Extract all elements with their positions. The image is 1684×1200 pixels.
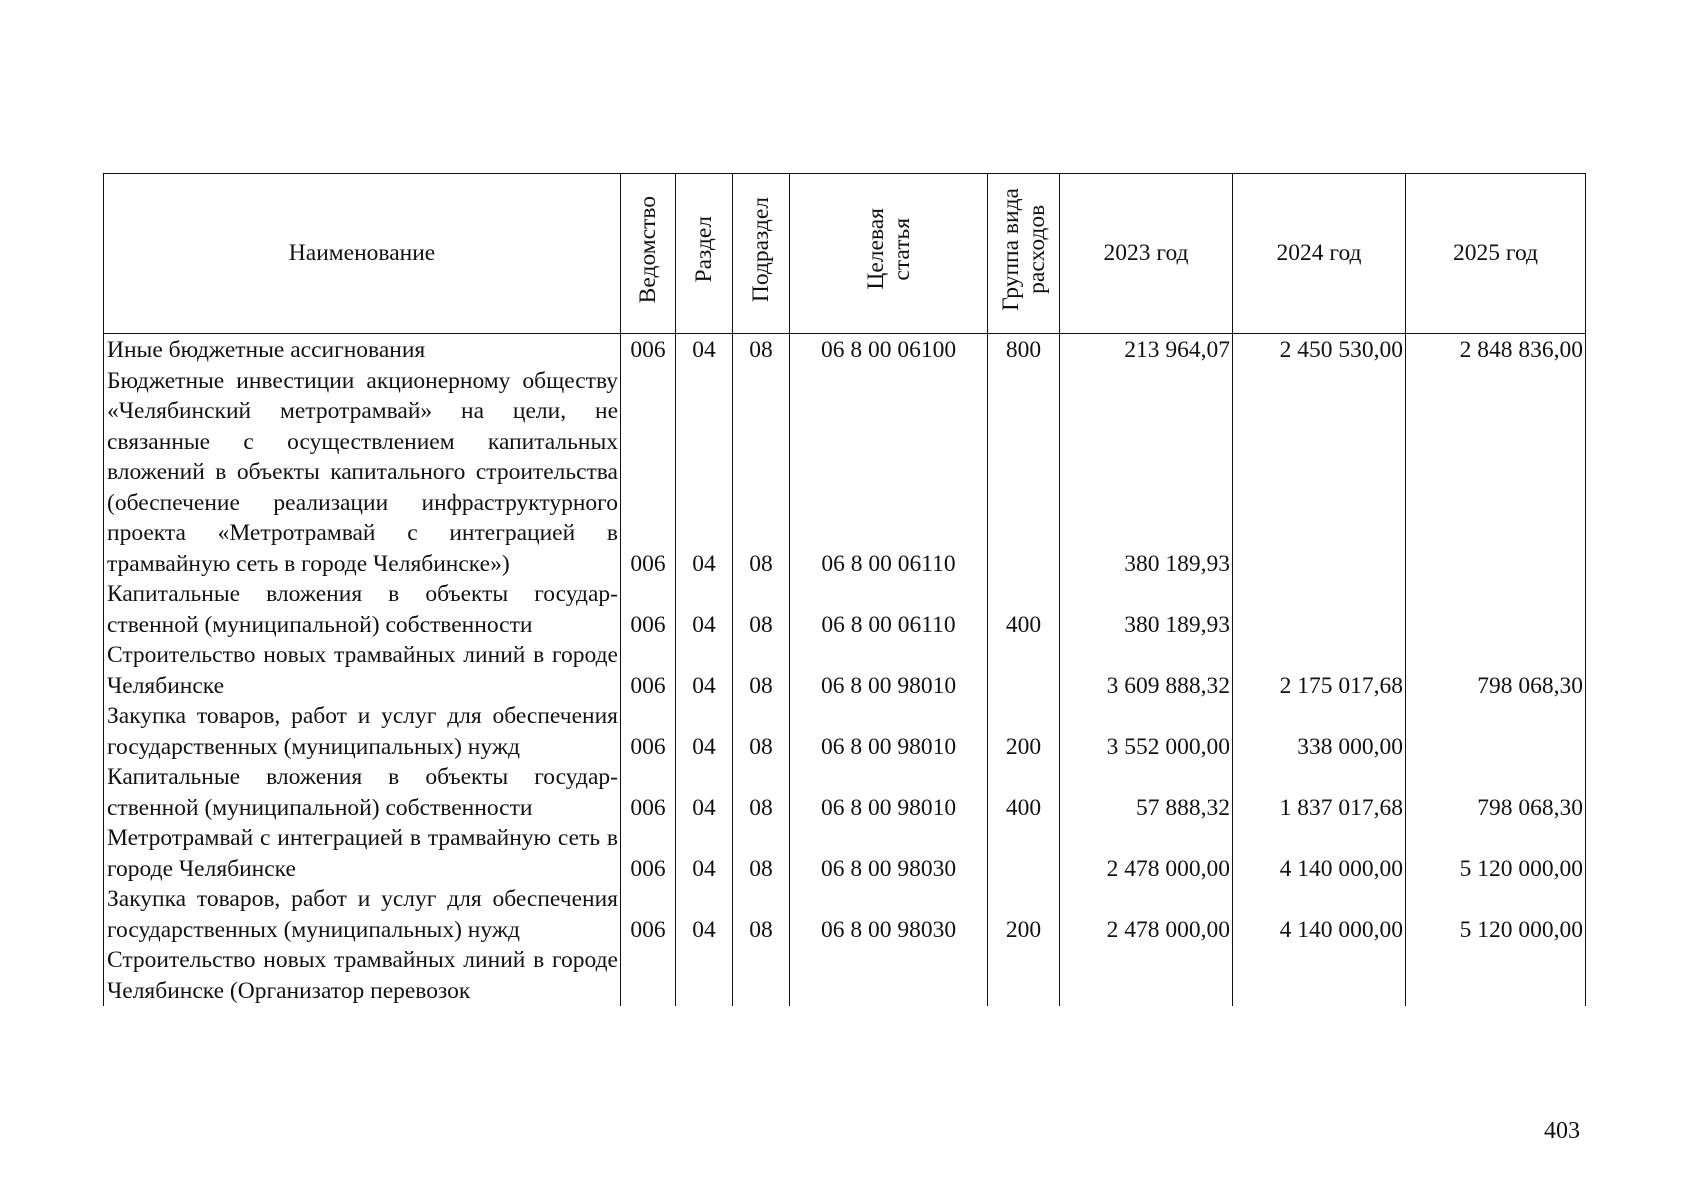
- row-gruppa-cell: [988, 823, 1060, 884]
- row-amount-2025-cell: 2 848 836,00: [1406, 334, 1586, 366]
- row-vedomstvo-cell: 006: [621, 366, 676, 580]
- table-row: [104, 701, 1586, 762]
- row-razdel-cell: 04: [676, 884, 733, 945]
- row-vedomstvo-cell: 006: [621, 640, 676, 701]
- row-amount-2025-cell: [1406, 701, 1586, 762]
- header-razdel: Раздел: [676, 174, 733, 334]
- row-name-cell: Строительство новых трамвайных линий в городе Челябинске: [104, 640, 621, 701]
- table-row: [104, 366, 1586, 580]
- row-amount-2023-cell: 213 964,07: [1060, 334, 1233, 366]
- row-amount-2024-cell: 2 175 017,68: [1233, 640, 1406, 701]
- row-amount-2025-cell: 798 068,30: [1406, 762, 1586, 823]
- row-amount-2023-cell: 3 609 888,32: [1060, 640, 1233, 701]
- row-amount-2024-cell: 338 000,00: [1233, 701, 1406, 762]
- row-celevaya-statya-cell: 06 8 00 98010: [790, 762, 988, 823]
- row-podrazdel-cell: 08: [733, 640, 790, 701]
- row-name-cell: Закупка товаров, работ и услуг для обеспечения государственных (муниципальных) нужд: [104, 701, 621, 762]
- row-name-cell: Капитальные вложения в объекты государственной (муниципальной) собственности: [104, 762, 621, 823]
- row-vedomstvo-cell: 006: [621, 823, 676, 884]
- row-podrazdel-cell: 08: [733, 823, 790, 884]
- row-gruppa-cell: 200: [988, 884, 1060, 945]
- row-amount-2024-cell: 4 140 000,00: [1233, 884, 1406, 945]
- row-name-cell: Закупка товаров, работ и услуг для обеспечения государственных (муниципальных) нужд: [104, 884, 621, 945]
- table-body: [104, 334, 1586, 1007]
- header-vedomstvo: Ведомство: [621, 174, 676, 334]
- row-celevaya-statya-cell: 06 8 00 98030: [790, 884, 988, 945]
- row-podrazdel-cell: 08: [733, 366, 790, 580]
- row-vedomstvo-cell: 006: [621, 884, 676, 945]
- header-name: Наименование: [104, 174, 621, 334]
- table-row: [104, 762, 1586, 823]
- row-podrazdel-cell: [733, 945, 790, 1006]
- row-razdel-cell: 04: [676, 640, 733, 701]
- row-amount-2025-cell: 5 120 000,00: [1406, 823, 1586, 884]
- row-gruppa-cell: [988, 366, 1060, 580]
- row-podrazdel-cell: 08: [733, 334, 790, 366]
- header-gruppa-vida-rashodov: Группа вида расходов: [988, 174, 1060, 334]
- row-name-cell: Метротрамвай с интеграцией в трамвайную сеть в городе Челябинске: [104, 823, 621, 884]
- page-number: 403: [1544, 1118, 1580, 1144]
- row-razdel-cell: 04: [676, 823, 733, 884]
- header-year-2023: 2023 год: [1060, 174, 1233, 334]
- row-amount-2024-cell: [1233, 945, 1406, 1006]
- table-row: [104, 579, 1586, 640]
- table-row: [104, 945, 1586, 1006]
- table-row: [104, 334, 1586, 366]
- row-name-cell: Иные бюджетные ассигнования: [104, 334, 621, 366]
- row-vedomstvo-cell: 006: [621, 579, 676, 640]
- table-header-row: [104, 174, 1586, 334]
- row-gruppa-cell: 400: [988, 762, 1060, 823]
- row-razdel-cell: 04: [676, 366, 733, 580]
- row-celevaya-statya-cell: 06 8 00 98030: [790, 823, 988, 884]
- row-celevaya-statya-cell: 06 8 00 06110: [790, 366, 988, 580]
- row-amount-2025-cell: 5 120 000,00: [1406, 884, 1586, 945]
- row-gruppa-cell: 200: [988, 701, 1060, 762]
- row-amount-2023-cell: 380 189,93: [1060, 366, 1233, 580]
- row-vedomstvo-cell: 006: [621, 334, 676, 366]
- row-gruppa-cell: [988, 945, 1060, 1006]
- row-name-cell: Капитальные вложения в объекты государственной (муниципальной) собственности: [104, 579, 621, 640]
- row-amount-2023-cell: 2 478 000,00: [1060, 823, 1233, 884]
- row-podrazdel-cell: 08: [733, 884, 790, 945]
- row-podrazdel-cell: 08: [733, 579, 790, 640]
- row-razdel-cell: 04: [676, 334, 733, 366]
- table-row: [104, 823, 1586, 884]
- header-year-2025: 2025 год: [1406, 174, 1586, 334]
- row-amount-2025-cell: [1406, 366, 1586, 580]
- budget-table: [103, 173, 1586, 1006]
- row-amount-2023-cell: 380 189,93: [1060, 579, 1233, 640]
- row-amount-2023-cell: 2 478 000,00: [1060, 884, 1233, 945]
- row-gruppa-cell: 800: [988, 334, 1060, 366]
- row-razdel-cell: 04: [676, 579, 733, 640]
- row-amount-2025-cell: [1406, 945, 1586, 1006]
- table-row: [104, 884, 1586, 945]
- row-razdel-cell: [676, 945, 733, 1006]
- row-celevaya-statya-cell: [790, 945, 988, 1006]
- row-amount-2023-cell: 57 888,32: [1060, 762, 1233, 823]
- row-razdel-cell: 04: [676, 701, 733, 762]
- row-amount-2024-cell: [1233, 579, 1406, 640]
- row-amount-2023-cell: 3 552 000,00: [1060, 701, 1233, 762]
- row-name-cell: Строительство новых трамвайных линий в городе Челябинске (Организатор перевозок: [104, 945, 621, 1006]
- table-continuation-edge: [103, 1102, 1585, 1106]
- header-year-2024: 2024 год: [1233, 174, 1406, 334]
- row-celevaya-statya-cell: 06 8 00 98010: [790, 701, 988, 762]
- row-celevaya-statya-cell: 06 8 00 06110: [790, 579, 988, 640]
- row-razdel-cell: 04: [676, 762, 733, 823]
- row-gruppa-cell: [988, 640, 1060, 701]
- row-podrazdel-cell: 08: [733, 762, 790, 823]
- header-podrazdel: Подраздел: [733, 174, 790, 334]
- header-celevaya-statya: Целевая статья: [790, 174, 988, 334]
- row-vedomstvo-cell: [621, 945, 676, 1006]
- row-amount-2025-cell: [1406, 579, 1586, 640]
- table-row: [104, 640, 1586, 701]
- row-amount-2025-cell: 798 068,30: [1406, 640, 1586, 701]
- row-vedomstvo-cell: 006: [621, 701, 676, 762]
- row-amount-2024-cell: 1 837 017,68: [1233, 762, 1406, 823]
- row-celevaya-statya-cell: 06 8 00 98010: [790, 640, 988, 701]
- row-vedomstvo-cell: 006: [621, 762, 676, 823]
- row-celevaya-statya-cell: 06 8 00 06100: [790, 334, 988, 366]
- row-gruppa-cell: 400: [988, 579, 1060, 640]
- row-amount-2024-cell: 4 140 000,00: [1233, 823, 1406, 884]
- row-amount-2024-cell: [1233, 366, 1406, 580]
- row-name-cell: Бюджетные инвестиции акционерному обществу «Челябинский метротрамвай» на цели, не связанные с осуществлением капитальных вложений в объекты капитального строительства (обеспечение реализации инфраструктурного проекта «Метротрамвай с интеграцией в трамвайную сеть в городе Челябинске»): [104, 366, 621, 580]
- row-amount-2023-cell: [1060, 945, 1233, 1006]
- row-amount-2024-cell: 2 450 530,00: [1233, 334, 1406, 366]
- row-podrazdel-cell: 08: [733, 701, 790, 762]
